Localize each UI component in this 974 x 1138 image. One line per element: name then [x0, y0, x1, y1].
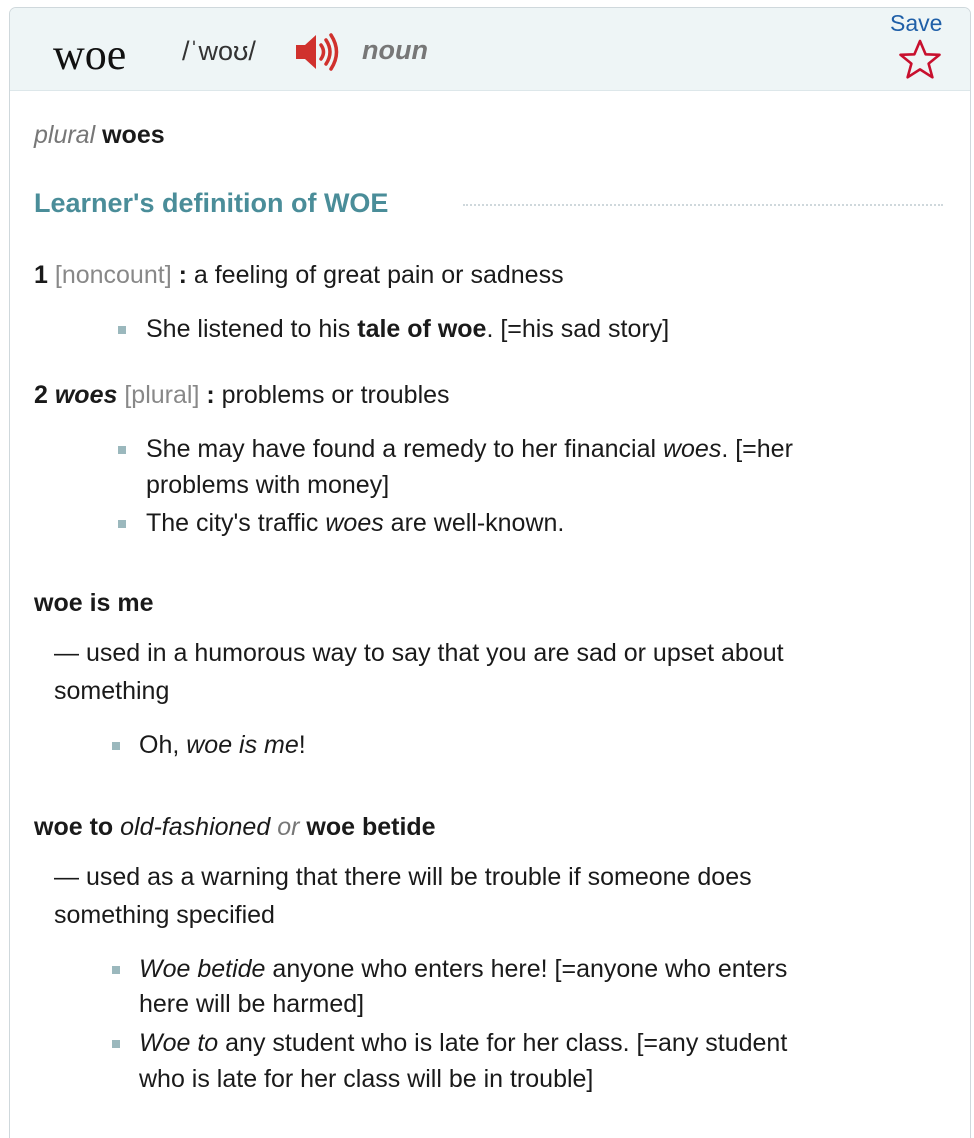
example-sentence: She listened to his tale of woe. [=his sad story]: [146, 315, 670, 343]
phrase-definition: — used as a warning that there will be trouble if someone does: [54, 863, 752, 891]
example-bullet: [112, 1040, 120, 1048]
example-sentence: Woe betide anyone who enters here! [=anyone who enters: [139, 955, 788, 983]
example-bullet: [112, 966, 120, 974]
plural-form: woes: [102, 121, 165, 149]
phrase-definition-continued: something: [54, 677, 170, 705]
pronunciation: /ˈwoʊ/: [182, 36, 256, 66]
plural-label: plural: [34, 121, 96, 149]
sense-word: woes: [54, 381, 118, 409]
phrase-term-line: [34, 813, 436, 842]
grammar-label: noncount: [61, 261, 165, 289]
connector: or: [277, 813, 300, 841]
speaker-icon[interactable]: [294, 32, 340, 72]
usage-label: old-fashioned: [120, 813, 271, 841]
example-sentence: Woe to any student who is late for her class. [=any student: [139, 1029, 788, 1057]
entry-header: [10, 8, 970, 91]
dictionary-entry-card: [9, 7, 971, 1138]
headword: woe: [53, 30, 127, 79]
learners-definition-title: Learner's definition of WOE: [34, 188, 389, 218]
phrase-definition-continued: something specified: [54, 901, 275, 929]
example-bullet: [118, 446, 126, 454]
sense-definition: problems or troubles: [221, 381, 450, 409]
sense-2: 2 woes [plural] : problems or troubles: [34, 381, 450, 409]
sense-number: 2: [34, 381, 48, 409]
sense-number: 1: [34, 261, 48, 289]
part-of-speech: noun: [362, 35, 428, 65]
example-bullet: [118, 326, 126, 334]
example-sentence-continued: problems with money]: [146, 471, 390, 499]
example-bullet: [112, 742, 120, 750]
phrase-term: woe is me: [34, 589, 154, 617]
sense-definition: a feeling of great pain or sadness: [193, 261, 564, 289]
example-sentence: She may have found a remedy to her financial woes. [=her: [146, 435, 793, 463]
save-button[interactable]: Save: [890, 10, 943, 36]
plural-line: [34, 121, 165, 150]
example-sentence: The city's traffic woes are well-known.: [146, 509, 565, 537]
example-bullet: [118, 520, 126, 528]
grammar-label: plural: [131, 381, 193, 409]
phrase-term: woe to: [34, 813, 114, 841]
example-sentence: Oh, woe is me!: [139, 731, 306, 759]
section-divider: [463, 204, 943, 206]
sense-1: 1 [noncount] : a feeling of great pain or sadness: [34, 261, 564, 289]
phrase-definition: — used in a humorous way to say that you are sad or upset about: [54, 639, 784, 667]
star-icon[interactable]: [898, 38, 942, 82]
example-sentence-continued: here will be harmed]: [139, 990, 365, 1018]
alt-phrase-term: woe betide: [306, 813, 436, 841]
example-sentence-continued: who is late for her class will be in trouble]: [139, 1065, 594, 1093]
